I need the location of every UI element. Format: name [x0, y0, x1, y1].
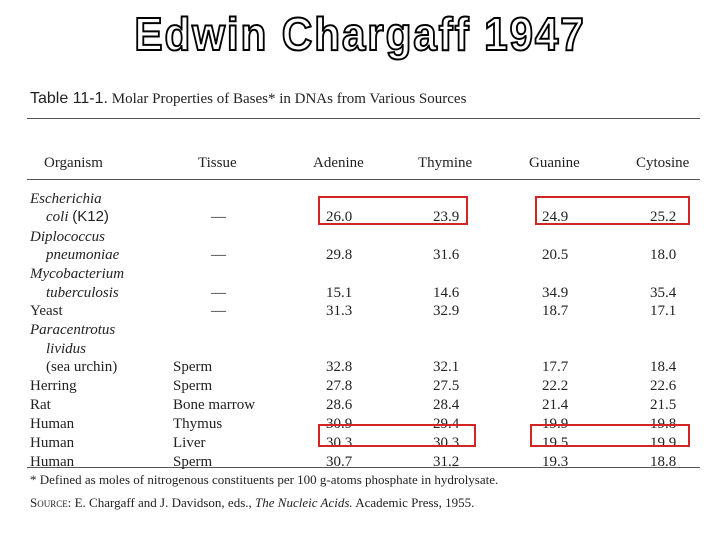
- cell-cytosine: 22.6: [650, 378, 677, 394]
- cell-adenine: 30.9: [326, 416, 353, 432]
- cell-tissue: —: [211, 303, 226, 319]
- organism-name: Diplococcus: [30, 229, 105, 245]
- cell-cytosine: 18.4: [650, 359, 677, 375]
- table-caption: [30, 90, 466, 108]
- organism-name: Human: [30, 435, 75, 451]
- cell-thymine: 32.9: [433, 303, 460, 319]
- cell-guanine: 19.5: [542, 435, 569, 451]
- organism-name: Herring: [30, 378, 77, 394]
- cell-thymine: 29.4: [433, 416, 460, 432]
- organism-name: Rat: [30, 397, 51, 413]
- cell-tissue: Thymus: [173, 416, 223, 432]
- cell-guanine: 24.9: [542, 209, 569, 225]
- cell-guanine: 19.3: [542, 454, 569, 470]
- cell-thymine: 27.5: [433, 378, 460, 394]
- source-editors: E. Chargaff and J. Davidson, eds.,: [74, 495, 252, 510]
- cell-adenine: 30.7: [326, 454, 353, 470]
- organism-name: pneumoniae: [46, 247, 120, 263]
- organism-name: (sea urchin): [46, 359, 118, 375]
- cell-tissue: —: [211, 247, 226, 263]
- cell-guanine: 19.9: [542, 416, 569, 432]
- cell-cytosine: 25.2: [650, 209, 677, 225]
- highlight-gc-liver: [530, 424, 690, 447]
- header-cytosine: Cytosine: [636, 155, 690, 171]
- organism-name: lividus: [46, 341, 86, 357]
- header-guanine: Guanine: [529, 155, 580, 171]
- organism-name: coli (K12): [46, 208, 109, 225]
- cell-cytosine: 19.9: [650, 435, 677, 451]
- cell-thymine: 23.9: [433, 209, 460, 225]
- cell-adenine: 15.1: [326, 285, 353, 301]
- cell-adenine: 27.8: [326, 378, 353, 394]
- header-tissue: Tissue: [198, 155, 237, 171]
- organism-name: Paracentrotus: [30, 322, 116, 338]
- cell-cytosine: 19.8: [650, 416, 677, 432]
- organism-name: Mycobacterium: [30, 266, 125, 282]
- cell-thymine: 31.6: [433, 247, 460, 263]
- cell-thymine: 28.4: [433, 397, 460, 413]
- page-title: Edwin Chargaff 1947: [134, 8, 586, 60]
- cell-thymine: 31.2: [433, 454, 460, 470]
- cell-cytosine: 35.4: [650, 285, 677, 301]
- cell-adenine: 26.0: [326, 209, 353, 225]
- cell-adenine: 29.8: [326, 247, 353, 263]
- cell-guanine: 18.7: [542, 303, 569, 319]
- table-caption-text: Molar Properties of Bases* in DNAs from Various Sources: [111, 91, 467, 107]
- cell-adenine: 31.3: [326, 303, 353, 319]
- cell-cytosine: 17.1: [650, 303, 677, 319]
- cell-tissue: Sperm: [173, 454, 213, 470]
- cell-thymine: 30.3: [433, 435, 460, 451]
- highlight-at-ecoli: [318, 196, 468, 225]
- cell-tissue: —: [211, 209, 226, 225]
- source-citation: [30, 495, 474, 511]
- table-number: Table 11-1.: [30, 90, 108, 107]
- cell-tissue: Sperm: [173, 359, 213, 375]
- cell-tissue: —: [211, 285, 226, 301]
- organism-name: Yeast: [30, 303, 63, 319]
- footnote: * Defined as moles of nitrogenous constituents per 100 g-atoms phosphate in hydrolysate.: [30, 472, 499, 487]
- cell-adenine: 32.8: [326, 359, 353, 375]
- organism-name: Escherichia: [30, 191, 102, 207]
- organism-name: Human: [30, 416, 75, 432]
- cell-guanine: 21.4: [542, 397, 569, 413]
- cell-guanine: 17.7: [542, 359, 569, 375]
- highlight-gc-ecoli: [535, 196, 690, 225]
- cell-adenine: 30.3: [326, 435, 353, 451]
- cell-cytosine: 18.0: [650, 247, 677, 263]
- cell-cytosine: 18.8: [650, 454, 677, 470]
- organism-name: tuberculosis: [46, 285, 119, 301]
- cell-tissue: Bone marrow: [173, 397, 256, 413]
- source-label: Source:: [30, 495, 72, 510]
- organism-name: Human: [30, 454, 75, 470]
- cell-tissue: Sperm: [173, 378, 213, 394]
- cell-thymine: 32.1: [433, 359, 460, 375]
- highlight-at-liver: [318, 424, 476, 447]
- header-adenine: Adenine: [313, 155, 364, 171]
- table-header-rule: [27, 179, 700, 180]
- cell-thymine: 14.6: [433, 285, 460, 301]
- table-top-rule: [27, 118, 700, 119]
- cell-tissue: Liver: [173, 435, 206, 451]
- cell-adenine: 28.6: [326, 397, 353, 413]
- source-book-title: The Nucleic Acids.: [255, 495, 353, 510]
- cell-cytosine: 21.5: [650, 397, 677, 413]
- header-organism: Organism: [44, 155, 103, 171]
- cell-guanine: 20.5: [542, 247, 569, 263]
- table-bottom-rule: [27, 467, 700, 468]
- source-publisher: Academic Press, 1955.: [355, 495, 475, 510]
- header-thymine: Thymine: [418, 155, 473, 171]
- cell-guanine: 22.2: [542, 378, 569, 394]
- cell-guanine: 34.9: [542, 285, 569, 301]
